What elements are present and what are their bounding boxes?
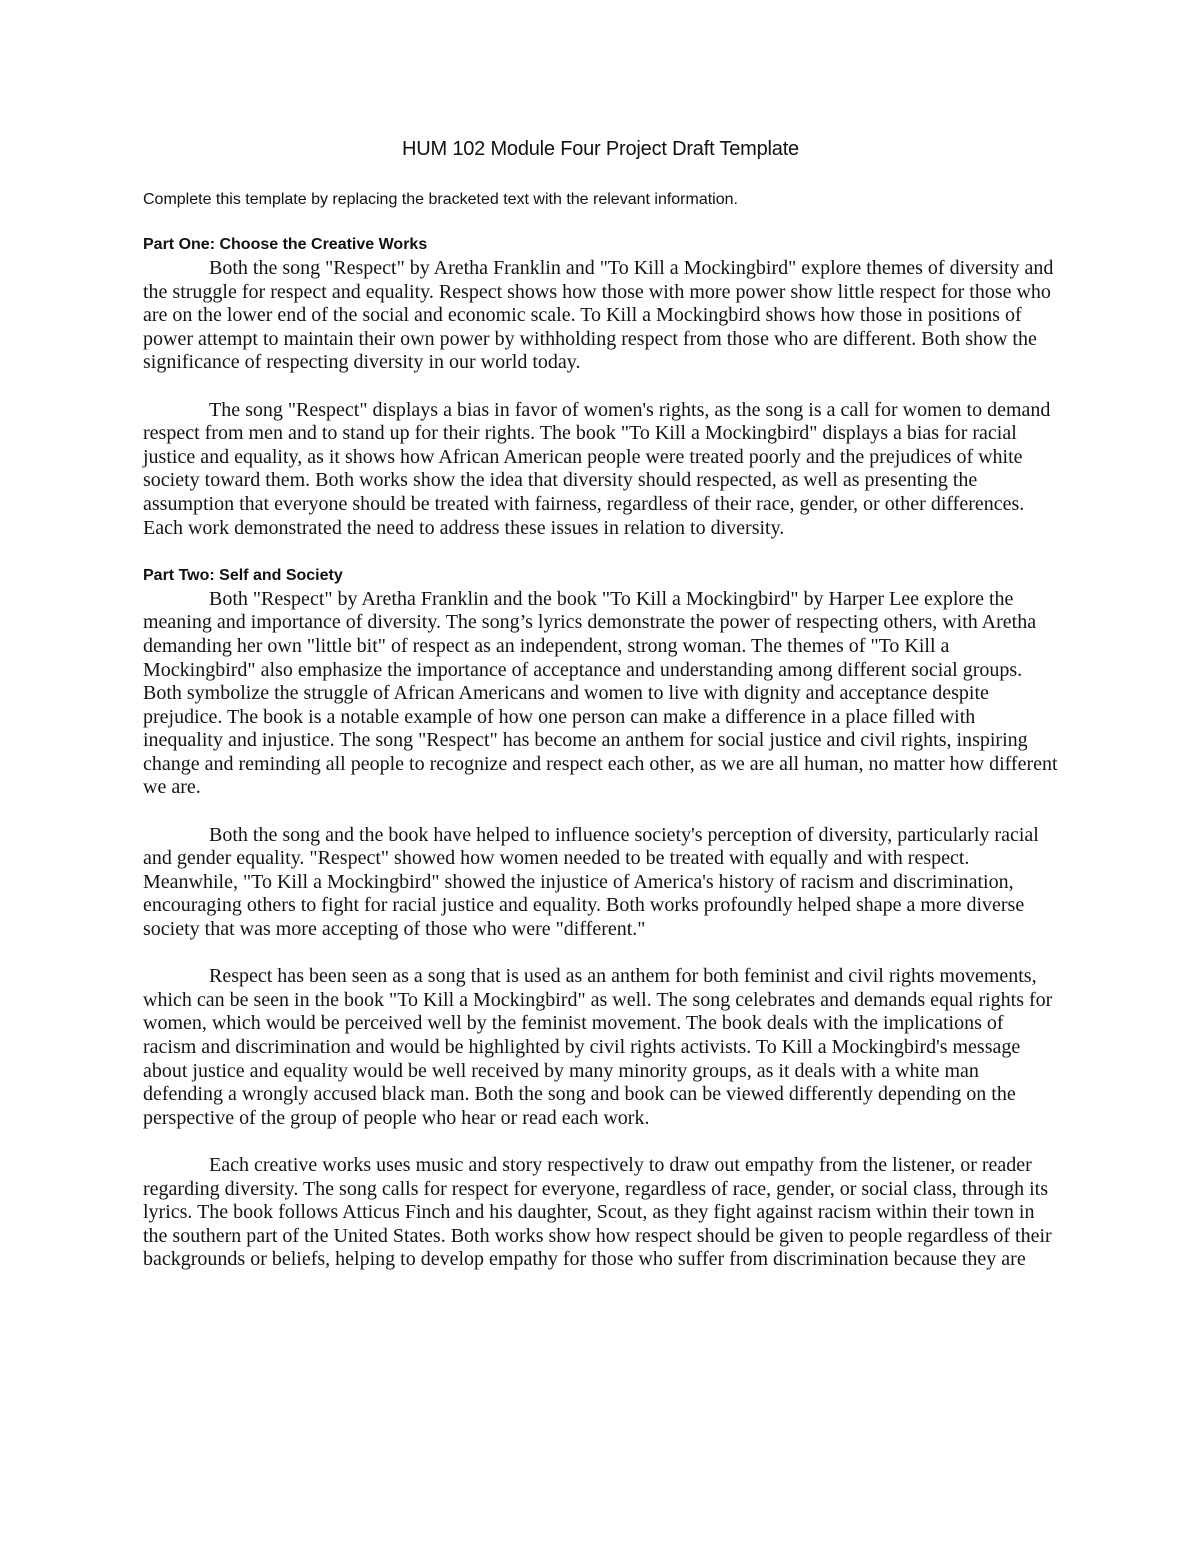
section-heading: Part Two: Self and Society bbox=[143, 566, 343, 584]
section-part-two bbox=[143, 564, 1058, 1272]
paragraph: Both "Respect" by Aretha Franklin and the book "To Kill a Mockingbird" by Harper Lee explore the meaning and importance of diversity. The song’s lyrics demonstrate the power of respecting others, with Aretha demanding her own "little bit" of respect as an independent, strong woman. The themes of "To Kill a Mockingbird" also emphasize the importance of acceptance and understanding among different social groups. Both symbolize the struggle of African Americans and women to live with dignity and acceptance despite prejudice. The book is a notable example of how one person can make a difference in a place filled with inequality and injustice. The song "Respect" has become an anthem for social justice and civil rights, inspiring change and reminding all people to recognize and respect each other, as we are all human, no matter how different we are. bbox=[143, 587, 1058, 799]
paragraph: Each creative works uses music and story respectively to draw out empathy from the listener, or reader regarding diversity. The song calls for respect for everyone, regardless of race, gender, or social class, through its lyrics. The book follows Atticus Finch and his daughter, Scout, as they fight against racism within their town in the southern part of the United States. Both works show how respect should be given to people regardless of their backgrounds or beliefs, helping to develop empathy for those who suffer from discrimination because they are bbox=[143, 1153, 1052, 1271]
section-part-one bbox=[143, 233, 1058, 540]
paragraph: Both the song "Respect" by Aretha Franklin and "To Kill a Mockingbird" explore themes of diversity and the struggle for respect and equality. Respect shows how those with more power show little respect for those who are on the lower end of the social and economic scale. To Kill a Mockingbird shows how those in positions of power attempt to maintain their own power by withholding respect from those who are different. Both show the significance of respecting diversity in our world today. bbox=[143, 257, 1054, 374]
template-instructions: Complete this template by replacing the bracketed text with the relevant information. bbox=[143, 191, 738, 208]
document-title: HUM 102 Module Four Project Draft Template bbox=[402, 138, 799, 160]
paragraph: Respect has been seen as a song that is used as an anthem for both feminist and civil rights movements, which can be seen in the book "To Kill a Mockingbird" as well. The song celebrates and demands equal rights for women, which would be perceived well by the feminist movement. The book deals with the implications of racism and discrimination and would be highlighted by civil rights activists. To Kill a Mockingbird's message about justice and equality would be well received by many minority groups, as it deals with a white man defending a wrongly accused black man. Both the song and book can be viewed differently depending on the perspective of the group of people who hear or read each work. bbox=[143, 965, 1053, 1129]
paragraph: Both the song and the book have helped to influence society's perception of diversity, particularly racial and gender equality. "Respect" showed how women needed to be treated with equally and with respect. Meanwhile, "To Kill a Mockingbird" showed the injustice of America's history of racism and discrimination, encouraging others to fight for racial justice and equality. Both works profoundly helped shape a more diverse society that was more accepting of those who were "different." bbox=[143, 823, 1039, 941]
section-heading: Part One: Choose the Creative Works bbox=[143, 236, 428, 253]
document-body bbox=[143, 138, 1058, 1286]
paragraph: The song "Respect" displays a bias in favor of women's rights, as the song is a call for women to demand respect from men and to stand up for their rights. The book "To Kill a Mockingbird" displays a bias for racial justice and equality, as it shows how African American people were treated poorly and the prejudices of white society toward them. Both works show the idea that diversity should respected, as well as presenting the assumption that everyone should be treated with fairness, regardless of their race, gender, or other differences. Each work demonstrated the need to address these issues in relation to diversity. bbox=[143, 398, 1051, 539]
